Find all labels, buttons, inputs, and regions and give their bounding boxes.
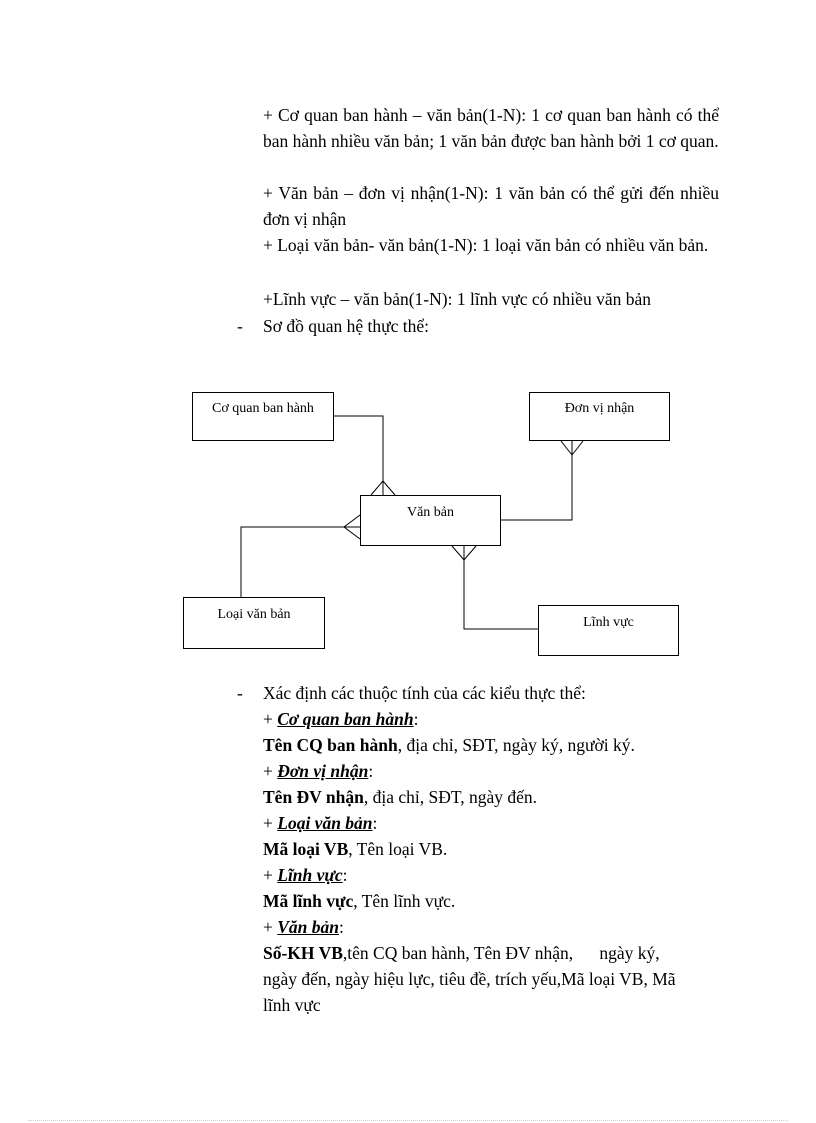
key-attribute: Mã lĩnh vực: [263, 891, 354, 911]
plus-marker: +: [263, 761, 278, 781]
colon: :: [413, 709, 419, 729]
key-attribute: Tên ĐV nhận: [263, 787, 364, 807]
other-attributes: , địa chỉ, SĐT, ngày ký, người ký.: [397, 735, 635, 755]
entity-heading-loai-vb: [263, 810, 723, 836]
entity-don-vi-nhan: [529, 392, 670, 441]
colon: :: [342, 865, 348, 885]
entity-linh-vuc: [538, 605, 679, 656]
colon: :: [339, 917, 344, 937]
attr-list-van-ban-line2: [263, 966, 723, 992]
relationship-don-vi: + Văn bản – đơn vị nhận(1-N): 1 văn bản có thể gửi đến nhiều đơn vị nhận: [263, 183, 719, 229]
colon: :: [368, 761, 374, 781]
entity-heading-co-quan: [263, 706, 723, 732]
entity-van-ban: [360, 495, 501, 546]
bullet-dash-2: -: [237, 683, 243, 703]
key-attribute: Mã loại VB: [263, 839, 349, 859]
relationship-linh-vuc: +Lĩnh vực – văn bản(1-N): 1 lĩnh vực có nhiều văn bản: [263, 289, 651, 309]
entity-co-quan-label: Cơ quan ban hành: [212, 401, 314, 416]
bullet-dash: -: [237, 316, 243, 336]
link-loai-vb: [241, 527, 360, 597]
relationship-co-quan: + Cơ quan ban hành – văn bản(1-N): 1 cơ quan ban hành có thể ban hành nhiều văn bản; 1 văn bản được ban hành bởi 1 cơ quan.: [263, 105, 719, 151]
entity-don-vi-label: Đơn vị nhận: [564, 401, 635, 416]
other-attributes: ,tên CQ ban hành, Tên ĐV nhận, ngày ký,: [342, 943, 660, 963]
entity-name: Lĩnh vực: [277, 865, 343, 885]
page-bottom-divider: [28, 1120, 788, 1121]
attr-list-loai-vb: [263, 836, 723, 862]
entity-loai-vb-label: Loại văn bản: [217, 607, 291, 622]
other-attributes-cont: ngày đến, ngày hiệu lực, tiêu đề, trích yếu,Mã loại VB, Mã: [263, 969, 676, 989]
plus-marker: +: [263, 709, 278, 729]
key-attribute: Tên CQ ban hành: [263, 735, 398, 755]
attr-list-van-ban-line3: [263, 992, 723, 1018]
entity-van-ban-label: Văn bản: [406, 505, 455, 520]
plus-marker: +: [263, 917, 278, 937]
entity-heading-linh-vuc: [263, 862, 723, 888]
attributes-heading: Xác định các thuộc tính của các kiểu thực thể:: [263, 683, 586, 703]
other-attributes: , địa chỉ, SĐT, ngày đến.: [363, 787, 538, 807]
entity-linh-vuc-label: Lĩnh vực: [583, 615, 634, 630]
relationship-loai-vb: + Loại văn bản- văn bản(1-N): 1 loại văn bản có nhiều văn bản.: [263, 235, 709, 255]
attr-list-co-quan: [263, 732, 723, 758]
entity-name: Cơ quan ban hành: [277, 709, 414, 729]
plus-marker: +: [263, 865, 278, 885]
entity-name: Văn bản: [277, 917, 340, 937]
entity-loai-van-ban: [183, 597, 325, 649]
other-attributes: , Tên lĩnh vực.: [353, 891, 456, 911]
attr-list-don-vi: [263, 784, 723, 810]
other-attributes-cont: lĩnh vực: [263, 995, 321, 1015]
link-linh-vuc: [464, 546, 538, 629]
link-co-quan: [334, 416, 383, 495]
colon: :: [372, 813, 378, 833]
entity-name: Loại văn bản: [277, 813, 373, 833]
entity-name: Đơn vị nhận: [277, 761, 369, 781]
erd-heading: Sơ đồ quan hệ thực thể:: [263, 316, 430, 336]
plus-marker: +: [263, 813, 278, 833]
other-attributes: , Tên loại VB.: [348, 839, 448, 859]
entity-heading-van-ban: [263, 914, 723, 940]
key-attribute: Số-KH VB: [263, 943, 343, 963]
attr-list-linh-vuc: [263, 888, 723, 914]
link-don-vi: [501, 441, 572, 520]
entity-co-quan-ban-hanh: [192, 392, 334, 441]
entity-heading-don-vi: [263, 758, 723, 784]
attr-list-van-ban: [263, 940, 723, 966]
